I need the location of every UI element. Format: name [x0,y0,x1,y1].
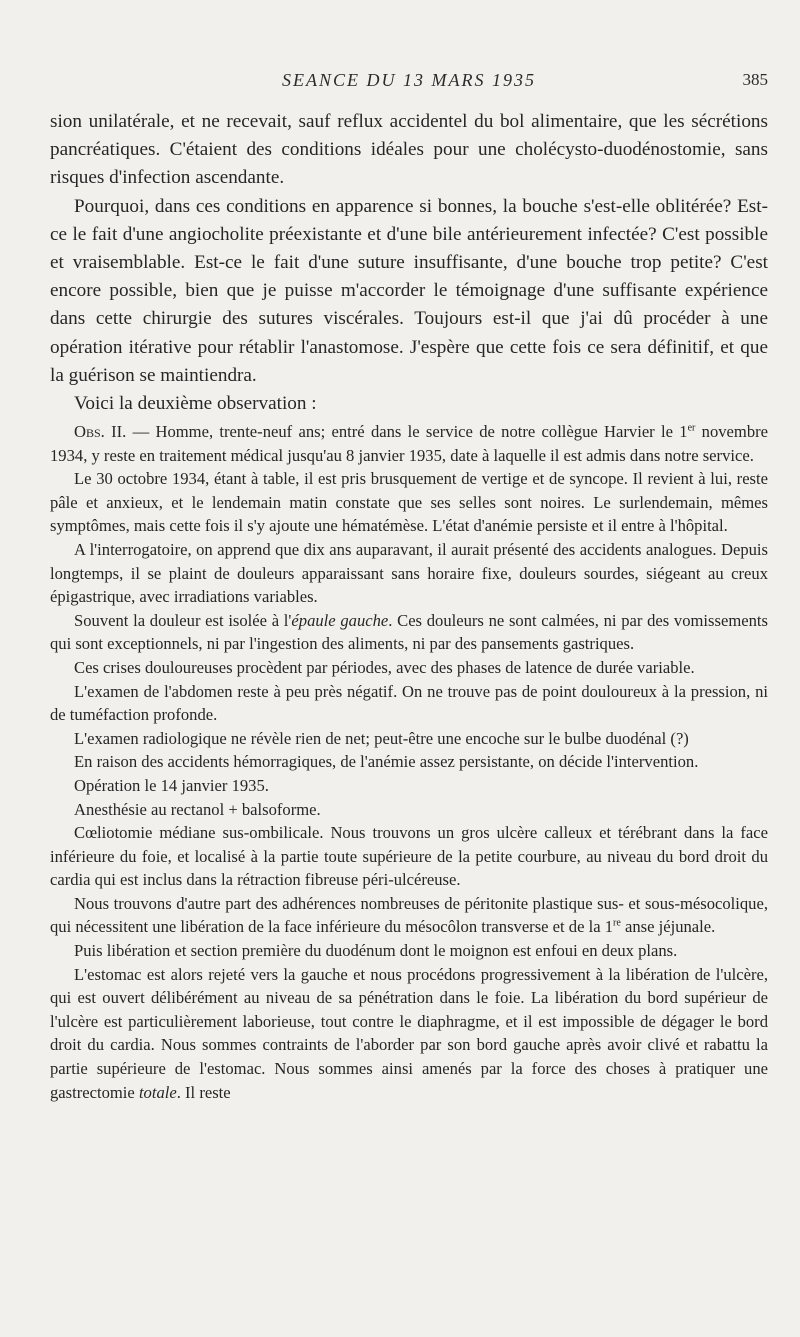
observation-paragraph: Opération le 14 janvier 1935. [74,775,269,795]
observation-paragraph: Souvent la douleur est isolée à l'épaule gauche. Ces douleurs ne sont calmées, ni par des vomissements qui sont exceptionnels, ni par l'ingestion des aliments, ni par des pansements gastriques. [50,610,768,654]
observation-paragraph: Anesthésie au rectanol + balsoforme. [74,799,321,819]
observation-label: Obs. II. [74,422,127,441]
observation-paragraph: En raison des accidents hémorragiques, de l'anémie assez persistante, on décide l'intervention. [74,752,699,772]
observation-paragraph: A l'interrogatoire, on apprend que dix ans auparavant, il aurait présenté des accidents analogues. Depuis longtemps, il se plaint de douleurs apparaissant sans horaire fixe, douleurs sourdes, siégeant au creux épigastrique, avec irradiations variables. [50,539,768,607]
header-title: SEANCE DU 13 MARS 1935 [282,70,536,90]
paragraph: Pourquoi, dans ces conditions en apparence si bonnes, la bouche s'est-elle oblitérée? Est-ce le fait d'une angiocholite préexistante et d'une bile antérieurement infectée? C'est possible et vraisemblable. Est-ce le fait d'une suture insuffisante, d'une bouche trop petite? C'est encore possible, bien que je puisse m'accorder le témoignage d'une suffisante expérience dans cette chirurgie des sutures viscérales. Toujours est-il que j'ai dû procéder à une opération itérative pour rétablir l'anastomose. J'espère que cette fois ce sera définitif, et que la guérison se maintiendra. [50,195,768,386]
paragraph: Voici la deuxième observation : [74,393,317,415]
page-number: 385 [742,70,768,89]
running-header [50,70,768,94]
observation-paragraph: L'examen radiologique ne révèle rien de net; peut-être une encoche sur le bulbe duodénal (?) [74,728,689,748]
observation-paragraph: Ces crises douloureuses procèdent par périodes, avec des phases de latence de durée variable. [74,657,695,677]
observation-paragraph: Puis libération et section première du duodénum dont le moignon est enfoui en deux plans. [74,941,678,961]
observation-paragraph: Le 30 octobre 1934, étant à table, il est pris brusquement de vertige et de syncope. Il revient à lui, reste pâle et anxieux, et le lendemain matin constate que ses selles sont noires. Le surlendemain, mêmes symptômes, mais cette fois il s'y ajoute une hématémèse. L'état d'anémie persiste et il entre à l'hôpital. [50,469,768,536]
observation-paragraph: Cœliotomie médiane sus-ombilicale. Nous trouvons un gros ulcère calleux et térébrant dans la face inférieure du foie, et localisé à la partie toute supérieure de la petite courbure, au niveau du bord droit du cardia qui est inclus dans la rétraction fibreuse péri-ulcéreuse. [50,823,768,890]
paragraph: sion unilatérale, et ne recevait, sauf reflux accidentel du bol alimentaire, que les sécrétions pancréatiques. C'étaient des conditions idéales pour une cholécysto-duodénostomie, sans risques d'infection ascendante. [50,111,768,189]
observation-paragraph: L'estomac est alors rejeté vers la gauche et nous procédons progressivement à la libération de l'ulcère, qui est ouvert délibérément au niveau de sa pénétration dans le foie. La libération du bord supérieur de l'ulcère est particulièrement laborieuse, tout contre le diaphragme, et il est impossible de dégager le bord droit du cardia. Nous sommes contraints de l'aborder par son bord gauche après avoir clivé et rabattu la partie supérieure de l'estomac. Nous sommes ainsi amenés par la force des choses à pratiquer une gastrectomie totale. Il reste [50,964,768,1102]
main-text [50,108,768,418]
observation-paragraph: Nous trouvons d'autre part des adhérences nombreuses de péritonite plastique sus- et sous-mésocolique, qui nécessitent une libération de la face inférieure du mésocôlon transverse et de la 1re anse jéjunale. [50,893,768,937]
observation-paragraph: Obs. II. — Homme, trente-neuf ans; entré dans le service de notre collègue Harvier le 1er novembre 1934, y reste en traitement médical jusqu'au 8 janvier 1935, date à laquelle il est admis dans notre service. [50,422,769,465]
observation-paragraph: L'examen de l'abdomen reste à peu près négatif. On ne trouve pas de point douloureux à la pression, ni de tuméfaction profonde. [50,681,768,725]
observation-text [50,420,768,1104]
